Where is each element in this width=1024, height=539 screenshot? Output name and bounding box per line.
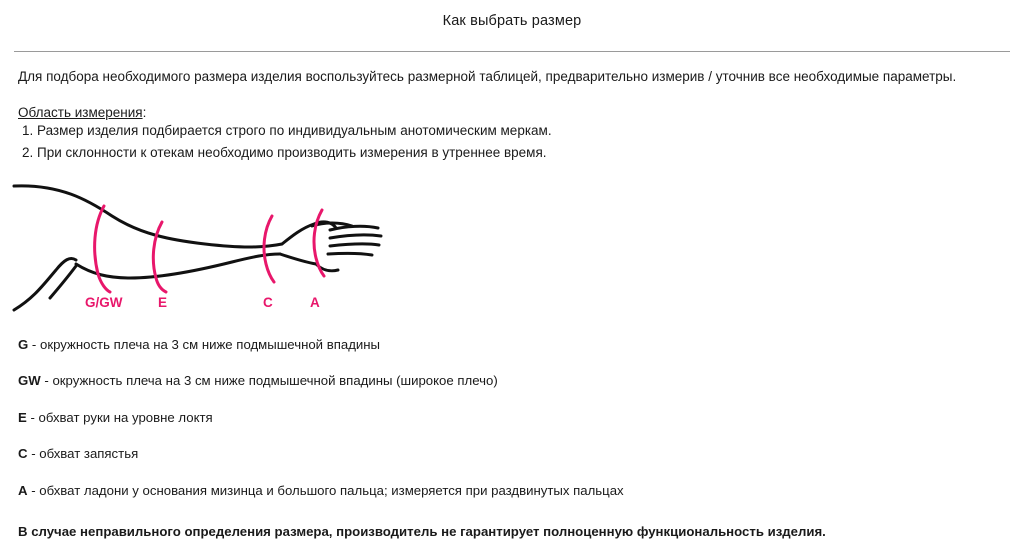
definition-key: E xyxy=(18,409,27,425)
definition-row xyxy=(14,409,1010,427)
definition-key: A xyxy=(18,482,28,498)
definition-text: - окружность плеча на 3 см ниже подмышечной впадины (широкое плечо) xyxy=(40,373,498,389)
arm-outline xyxy=(14,185,381,309)
ring-e xyxy=(153,222,166,292)
marker-label-e: E xyxy=(158,294,168,310)
measurement-notes-list xyxy=(0,120,1024,164)
arm-diagram-svg xyxy=(0,178,1024,328)
marker-label-g-gw: G/GW xyxy=(85,294,123,310)
definitions-list xyxy=(0,328,1024,500)
definition-row xyxy=(14,336,1010,354)
definition-key: GW xyxy=(18,373,41,389)
ring-g-gw xyxy=(95,206,110,292)
ring-c xyxy=(264,216,274,282)
definition-key: G xyxy=(18,336,29,352)
intro-paragraph: Для подбора необходимого размера изделия воспользуйтесь размерной таблицей, предварительно измерив / уточнив все необходимые параметры. xyxy=(18,69,957,84)
definition-key: C xyxy=(18,446,28,462)
marker-label-a: A xyxy=(310,294,320,310)
definition-text: - окружность плеча на 3 см ниже подмышечной впадины xyxy=(28,336,381,352)
arm-measurement-diagram xyxy=(0,178,1024,328)
page-title: Как выбрать размер xyxy=(442,13,582,29)
measurement-area-label: Область измерения xyxy=(18,104,143,120)
warning-note: В случае неправильного определения размера, производитель не гарантирует полноценную функциональность изделия. xyxy=(18,524,826,539)
marker-label-c: C xyxy=(263,294,273,310)
measurement-area-heading xyxy=(0,87,1024,120)
list-item: 1. Размер изделия подбирается строго по индивидуальным анотомическим меркам. xyxy=(22,122,552,138)
definition-text: - обхват запястья xyxy=(27,446,139,462)
ring-a xyxy=(314,210,324,276)
definition-row xyxy=(14,445,1010,463)
definition-text: - обхват ладони у основания мизинца и большого пальца; измеряется при раздвинутых пальцах xyxy=(27,482,624,498)
definition-text: - обхват руки на уровне локтя xyxy=(26,409,213,425)
list-item: 2. При склонности к отекам необходимо производить измерения в утреннее время. xyxy=(22,144,547,160)
measurement-area-colon: : xyxy=(142,104,147,120)
definition-row xyxy=(14,482,1010,500)
definition-row xyxy=(14,372,1010,390)
